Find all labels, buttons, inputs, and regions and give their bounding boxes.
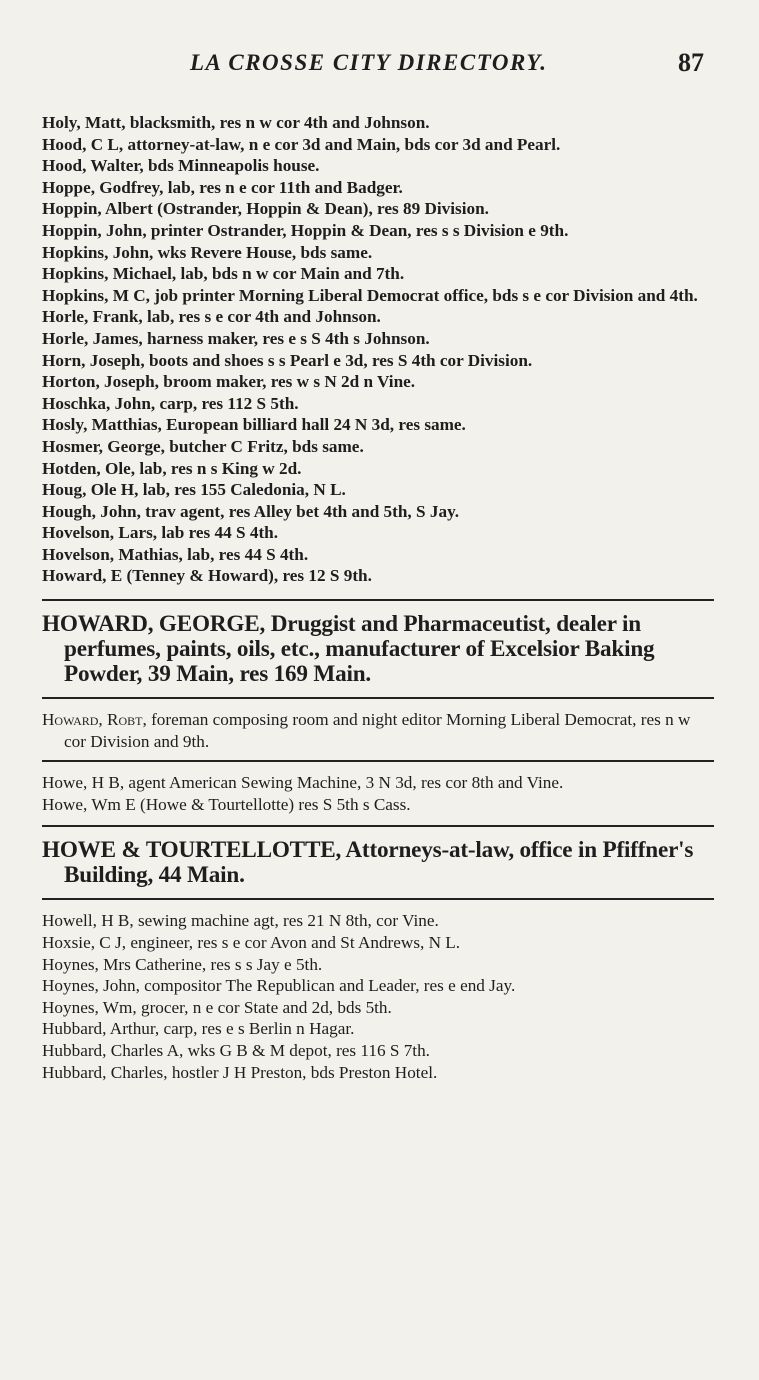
directory-entries	[42, 112, 714, 1083]
directory-entry: Howe, Wm E (Howe & Tourtellotte) res S 5th s Cass.	[42, 794, 411, 814]
directory-entry: Hood, C L, attorney-at-law, n e cor 3d and Main, bds cor 3d and Pearl.	[42, 134, 561, 154]
directory-entry: Hopkins, John, wks Revere House, bds same.	[42, 242, 373, 262]
advertisement-howe-tourtellotte: HOWE & TOURTELLOTTE, Attorneys-at-law, office in Pfiffner's Building, 44 Main.	[42, 837, 694, 889]
directory-entry: Hoynes, John, compositor The Republican and Leader, res e end Jay.	[42, 976, 516, 996]
directory-entry: Holy, Matt, blacksmith, res n w cor 4th and Johnson.	[42, 113, 430, 132]
directory-entry-howard-robt	[42, 709, 714, 752]
divider-rule	[42, 760, 714, 762]
directory-entry: Hopkins, M C, job printer Morning Liberal Democrat office, bds s e cor Division and 4th.	[42, 285, 698, 305]
directory-entry: Hubbard, Charles, hostler J H Preston, bds Preston Hotel.	[42, 1062, 438, 1082]
entry-details: foreman composing room and night editor Morning Liberal Democrat, res n w cor Division and 9th.	[64, 710, 691, 751]
divider-rule	[42, 697, 714, 699]
entry-name: Howard, Robt,	[42, 710, 147, 730]
page-header	[0, 42, 759, 82]
directory-entry: Hovelson, Mathias, lab, res 44 S 4th.	[42, 544, 309, 564]
page-number: 87	[678, 48, 704, 77]
directory-entry: Hoynes, Wm, grocer, n e cor State and 2d, bds 5th.	[42, 997, 392, 1017]
directory-entry: Hubbard, Arthur, carp, res e s Berlin n Hagar.	[42, 1019, 355, 1039]
directory-entry: Houg, Ole H, lab, res 155 Caledonia, N L.	[42, 480, 346, 500]
directory-entry: Hosly, Matthias, European billiard hall 24 N 3d, res same.	[42, 415, 466, 435]
directory-entry: Hovelson, Lars, lab res 44 S 4th.	[42, 523, 279, 543]
running-title: LA CROSSE CITY DIRECTORY.	[190, 50, 548, 75]
directory-entry: Hood, Walter, bds Minneapolis house.	[42, 156, 320, 176]
directory-entry: Hoppe, Godfrey, lab, res n e cor 11th and Badger.	[42, 177, 403, 197]
directory-entry: Hopkins, Michael, lab, bds n w cor Main and 7th.	[42, 264, 405, 284]
directory-entry: Hoppin, Albert (Ostrander, Hoppin & Dean), res 89 Division.	[42, 199, 489, 219]
divider-rule	[42, 599, 714, 601]
directory-entry: Horton, Joseph, broom maker, res w s N 2d n Vine.	[42, 372, 416, 392]
divider-rule	[42, 898, 714, 900]
directory-entry: Hubbard, Charles A, wks G B & M depot, res 116 S 7th.	[42, 1041, 430, 1060]
directory-entry: Hoppin, John, printer Ostrander, Hoppin & Dean, res s s Division e 9th.	[42, 220, 569, 240]
directory-entry: Horle, Frank, lab, res s e cor 4th and Johnson.	[42, 307, 381, 327]
directory-entry: Hough, John, trav agent, res Alley bet 4th and 5th, S Jay.	[42, 501, 460, 521]
directory-entry: Hotden, Ole, lab, res n s King w 2d.	[42, 458, 302, 478]
divider-rule	[42, 825, 714, 827]
directory-entry: Howell, H B, sewing machine agt, res 21 N 8th, cor Vine.	[42, 911, 439, 931]
directory-entry: Howard, E (Tenney & Howard), res 12 S 9th.	[42, 566, 372, 586]
directory-entry: Hoynes, Mrs Catherine, res s s Jay e 5th.	[42, 954, 323, 974]
directory-entry: Hosmer, George, butcher C Fritz, bds same.	[42, 436, 364, 456]
advertisement-howard: HOWARD, GEORGE, Druggist and Pharmaceutist, dealer in perfumes, paints, oils, etc., manufacturer of Excelsior Baking Powder, 39 Main, res 169 Main.	[42, 611, 655, 688]
directory-entry: Horle, James, harness maker, res e s S 4th s Johnson.	[42, 328, 430, 348]
directory-entry: Hoxsie, C J, engineer, res s e cor Avon and St Andrews, N L.	[42, 933, 461, 953]
directory-entry: Hoschka, John, carp, res 112 S 5th.	[42, 393, 299, 413]
directory-entry: Howe, H B, agent American Sewing Machine, 3 N 3d, res cor 8th and Vine.	[42, 773, 564, 793]
directory-entry: Horn, Joseph, boots and shoes s s Pearl e 3d, res S 4th cor Division.	[42, 350, 533, 370]
